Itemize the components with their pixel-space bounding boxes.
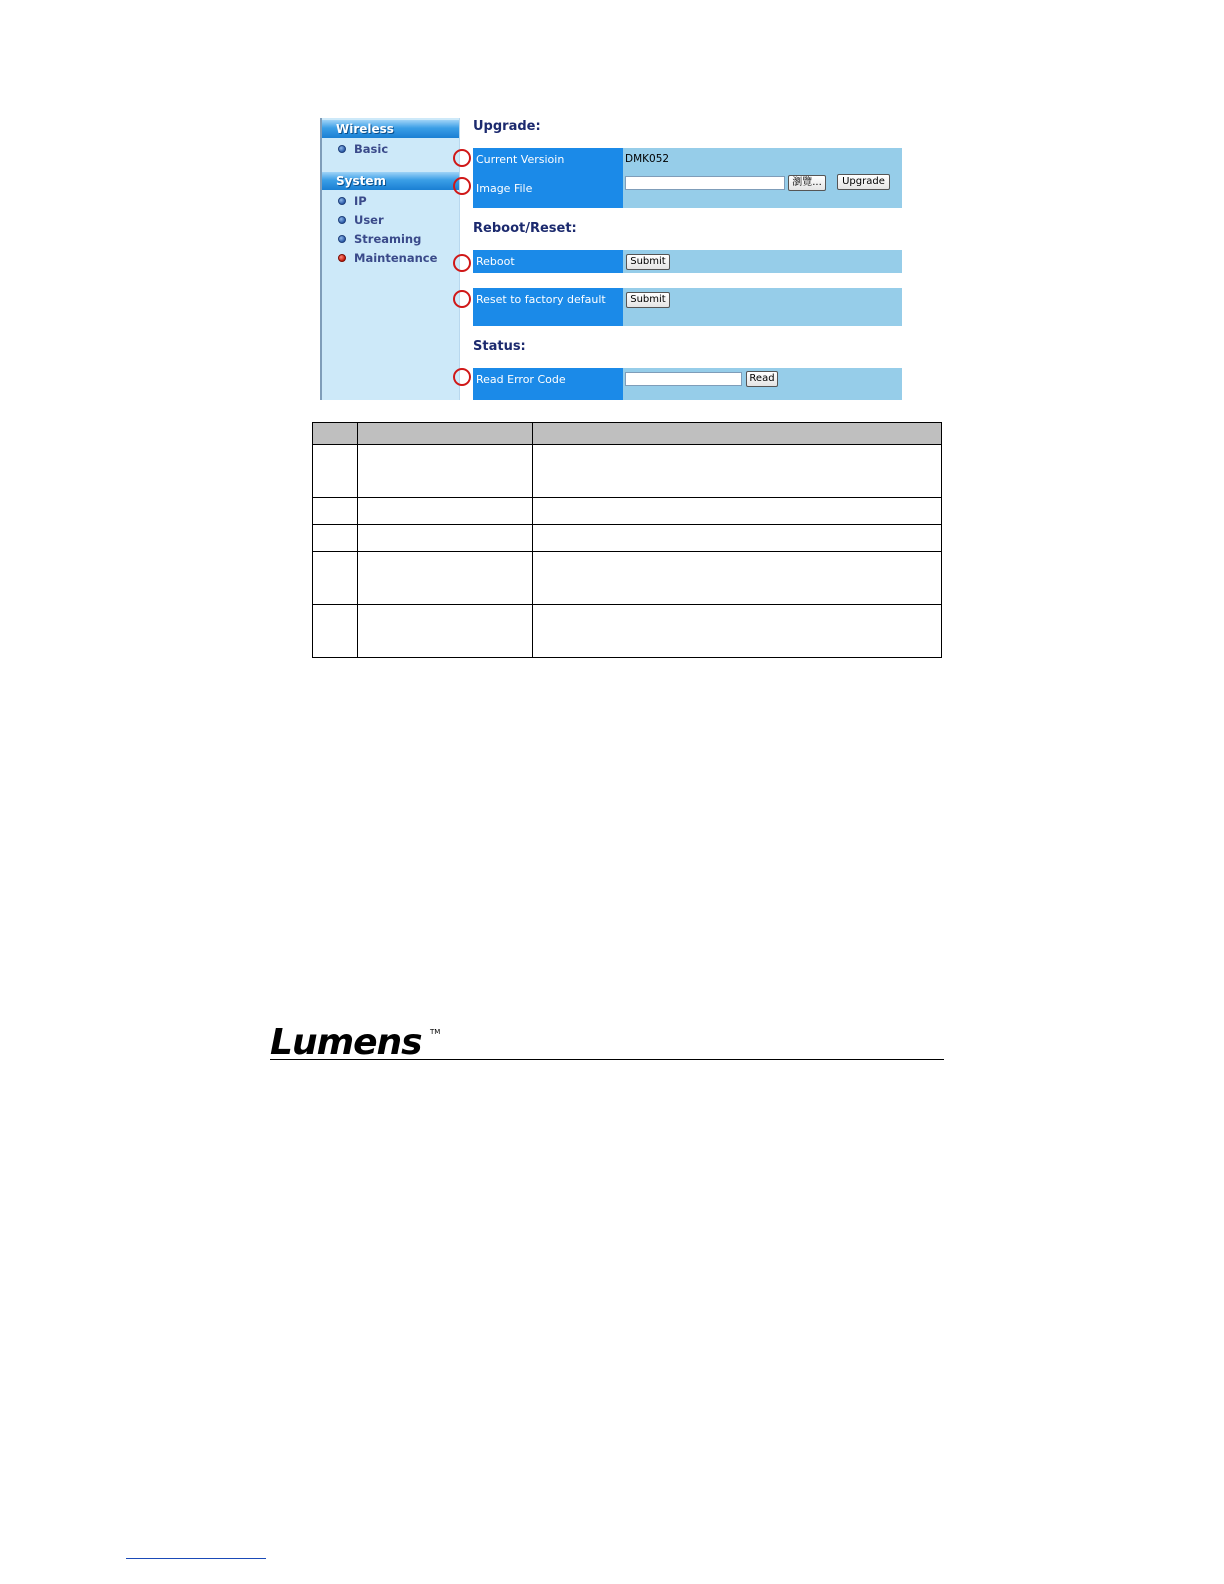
reset-label-cell	[473, 288, 623, 326]
reset-label: Reset to factory default	[476, 293, 606, 306]
table-cell	[313, 552, 358, 605]
bullet-icon	[338, 197, 346, 205]
sidebar	[320, 118, 460, 400]
current-version-value: DMK052	[625, 153, 670, 165]
current-version-label: Current Versioin	[476, 153, 565, 166]
upgrade-title: Upgrade:	[473, 119, 541, 134]
reboot-label: Reboot	[476, 255, 515, 268]
table-cell	[358, 605, 533, 658]
read-error-label: Read Error Code	[476, 373, 566, 386]
upgrade-label-column	[473, 148, 623, 208]
table-cell	[313, 445, 358, 498]
footer-link-underline	[126, 1558, 266, 1559]
table-cell	[533, 525, 942, 552]
table-header-cell	[313, 423, 358, 445]
status-title: Status:	[473, 339, 526, 354]
sidebar-item-label: User	[354, 213, 384, 227]
lumens-logo: Lumens	[270, 1022, 422, 1063]
active-bullet-icon	[338, 254, 346, 262]
reboot-label-cell	[473, 250, 623, 273]
table-cell	[533, 605, 942, 658]
table-cell	[358, 552, 533, 605]
upgrade-panel	[473, 148, 902, 208]
table-cell	[313, 605, 358, 658]
table-row	[313, 445, 942, 498]
bullet-icon	[338, 235, 346, 243]
maintenance-screenshot	[320, 118, 904, 402]
callout-circle-icon	[453, 177, 471, 195]
read-error-label-cell	[473, 368, 623, 400]
sidebar-item-user[interactable]	[338, 211, 384, 229]
sidebar-item-label: Basic	[354, 142, 389, 156]
table-cell	[533, 498, 942, 525]
table-cell	[533, 445, 942, 498]
sidebar-item-streaming[interactable]	[338, 230, 421, 248]
table-cell	[313, 498, 358, 525]
sidebar-item-label: IP	[354, 194, 367, 208]
sidebar-item-ip[interactable]	[338, 192, 367, 210]
bullet-icon	[338, 216, 346, 224]
read-button[interactable]: Read	[746, 371, 778, 387]
browse-button[interactable]: 瀏覽...	[788, 175, 826, 191]
callout-circle-icon	[453, 368, 471, 386]
table-row	[313, 605, 942, 658]
reboot-reset-title: Reboot/Reset:	[473, 221, 577, 236]
table-row	[313, 498, 942, 525]
image-file-input[interactable]	[625, 176, 785, 190]
table-cell	[313, 525, 358, 552]
table-header-cell	[533, 423, 942, 445]
callout-circle-icon	[453, 149, 471, 167]
image-file-label: Image File	[476, 182, 533, 195]
table-cell	[358, 498, 533, 525]
table-cell	[358, 445, 533, 498]
sidebar-item-label: Streaming	[354, 232, 422, 246]
reboot-panel	[473, 250, 902, 273]
sidebar-item-maintenance[interactable]	[338, 249, 437, 267]
sidebar-item-label: Maintenance	[354, 251, 438, 265]
upgrade-button[interactable]: Upgrade	[837, 174, 890, 190]
table-row	[313, 525, 942, 552]
table-header-row	[313, 423, 942, 445]
sidebar-header-wireless: Wireless	[322, 120, 459, 138]
footer-rule	[270, 1059, 944, 1060]
bullet-icon	[338, 145, 346, 153]
callout-circle-icon	[453, 254, 471, 272]
table-cell	[533, 552, 942, 605]
callout-circle-icon	[453, 290, 471, 308]
reset-submit-button[interactable]: Submit	[626, 292, 670, 308]
status-panel	[473, 368, 902, 400]
table-header-cell	[358, 423, 533, 445]
error-code-input[interactable]	[625, 372, 742, 386]
trademark-mark: TM	[430, 1028, 441, 1036]
sidebar-item-basic[interactable]	[338, 140, 388, 158]
table-cell	[358, 525, 533, 552]
sidebar-header-system: System	[322, 172, 459, 190]
description-table	[312, 422, 942, 658]
table-row	[313, 552, 942, 605]
reboot-submit-button[interactable]: Submit	[626, 254, 670, 270]
reset-panel	[473, 288, 902, 326]
